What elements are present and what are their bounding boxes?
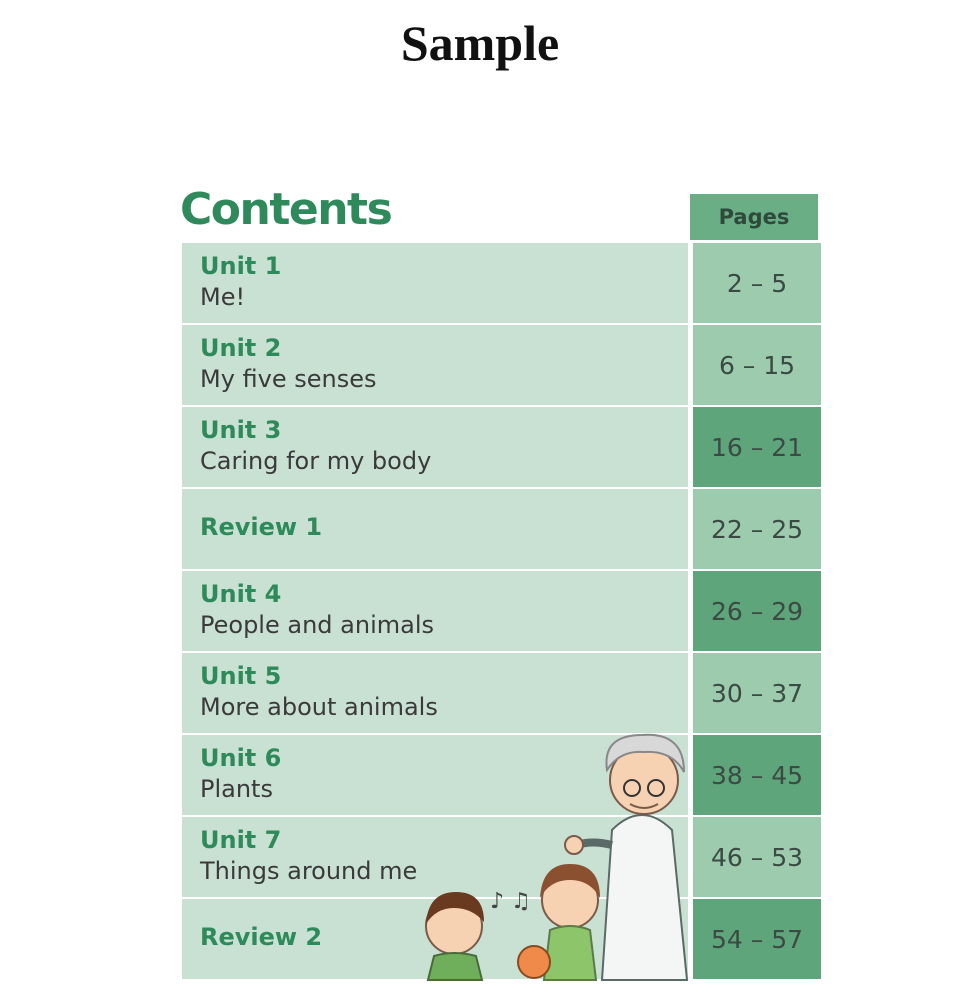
unit-name: Caring for my body bbox=[200, 447, 432, 475]
title-cell bbox=[182, 325, 688, 405]
sample-title: Sample bbox=[400, 15, 560, 71]
contents-row-unit-2[interactable] bbox=[182, 325, 822, 405]
pages-column-header: Pages bbox=[690, 194, 818, 240]
contents-row-unit-7[interactable] bbox=[182, 817, 822, 897]
title-cell bbox=[182, 653, 688, 733]
page-range: 26 – 29 bbox=[693, 571, 821, 651]
title-cell bbox=[182, 243, 688, 323]
page-range: 22 – 25 bbox=[693, 489, 821, 569]
contents-row-unit-1[interactable] bbox=[182, 243, 822, 323]
unit-label: Unit 5 bbox=[200, 662, 282, 690]
unit-name: People and animals bbox=[200, 611, 434, 639]
unit-name: Me! bbox=[200, 283, 246, 311]
title-cell bbox=[182, 735, 688, 815]
page-range: 38 – 45 bbox=[693, 735, 821, 815]
contents-row-review-2[interactable] bbox=[182, 899, 822, 979]
unit-name: My five senses bbox=[200, 365, 377, 393]
page-range: 6 – 15 bbox=[693, 325, 821, 405]
page-range: 2 – 5 bbox=[693, 243, 821, 323]
unit-label: Unit 1 bbox=[200, 252, 282, 280]
music-notes: ♪ ♫ bbox=[490, 889, 531, 914]
page-range: 54 – 57 bbox=[693, 899, 821, 979]
title-cell bbox=[182, 817, 688, 897]
contents-heading: Contents bbox=[180, 184, 392, 235]
contents-row-review-1[interactable] bbox=[182, 489, 822, 569]
unit-name: Things around me bbox=[200, 857, 418, 885]
contents-row-unit-5[interactable] bbox=[182, 653, 822, 733]
unit-label: Unit 2 bbox=[200, 334, 282, 362]
page-range: 46 – 53 bbox=[693, 817, 821, 897]
title-cell bbox=[182, 899, 688, 979]
unit-name: Plants bbox=[200, 775, 273, 803]
title-cell bbox=[182, 407, 688, 487]
unit-label: Unit 7 bbox=[200, 826, 282, 854]
unit-label: Unit 4 bbox=[200, 580, 282, 608]
page-range: 30 – 37 bbox=[693, 653, 821, 733]
unit-label: Unit 3 bbox=[200, 416, 282, 444]
review-label: Review 2 bbox=[200, 923, 323, 951]
contents-row-unit-3[interactable] bbox=[182, 407, 822, 487]
title-cell bbox=[182, 571, 688, 651]
unit-label: Unit 6 bbox=[200, 744, 282, 772]
page-range: 16 – 21 bbox=[693, 407, 821, 487]
review-label: Review 1 bbox=[200, 513, 323, 541]
contents-row-unit-6[interactable] bbox=[182, 735, 822, 815]
contents-row-unit-4[interactable] bbox=[182, 571, 822, 651]
unit-name: More about animals bbox=[200, 693, 438, 721]
contents-table bbox=[182, 243, 822, 983]
contents-page bbox=[172, 180, 822, 1000]
title-cell bbox=[182, 489, 688, 569]
